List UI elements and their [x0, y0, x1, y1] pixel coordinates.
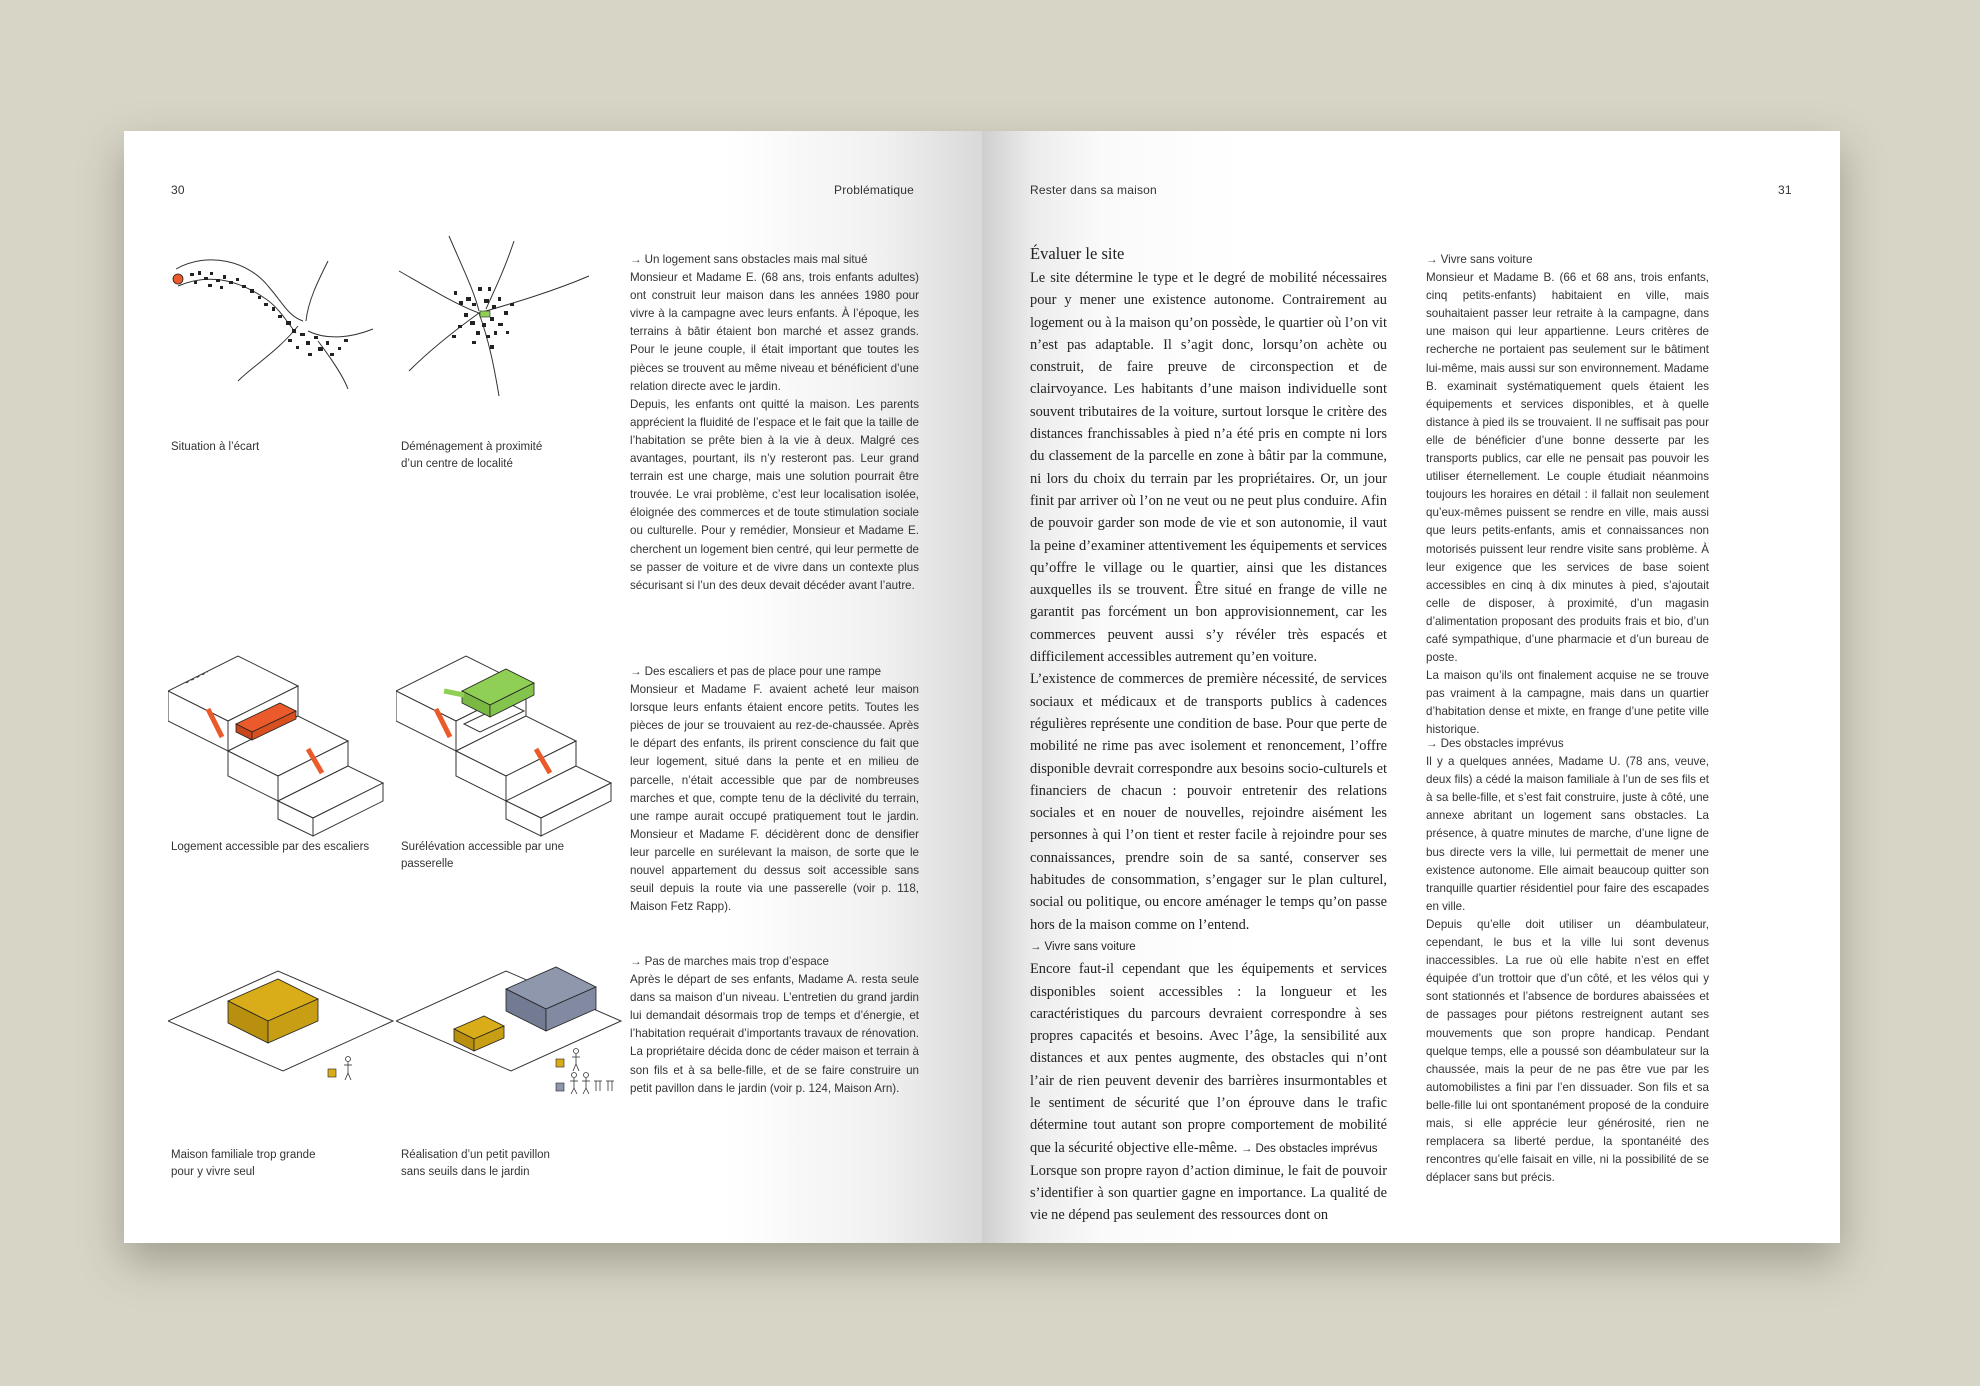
block-escaliers: → Des escaliers et pas de place pour une rampe Monsieur et Madame F. avaient acheté leur maison lorsque leurs enfants étaient encore petits. Toutes les pièces de jour se trouvaient au rez-de-chaussée. Après le départ des enfants, ils prirent conscience du fait que leur logement, situé dans la pente et en milieu de parcelle, n’était accessible que par de nombreuses marches et que, compte tenu de la déclivité du terrain, une rampe aurait occupé pratiquement tout le jardin. Monsieur et Madame F. décidèrent donc de densifier leur parcelle en surélevant la maison, de sorte que le nouvel appartement du dessus soit accessible sans seuil depuis la route via une passerelle (voir p. 118, Maison Fetz Rapp). — [630, 665, 919, 914]
main-text: Le site détermine le type et le degré de mobilité nécessaires pour y mener une existence autonome. Contrairement au logement ou à la maison qu’on possède, le quartier où l’on vit n’est pas adaptable. Il s’agit donc, lorsqu’on achète ou construit, de faire preuve de circonspection et de clairvoyance. Les habitants d’une maison individuelle sont souvent tributaires de la voiture, surtout lorsque le critère des distances franchissables à pied n’a été pris en compte ni lors du classement de la parcelle en zone à bâtir par la commune, ni lors du choix du terrain par les propriétaires. Or, un jour finit par arriver où l’on ne veut ou ne peut plus conduire. Afin de pouvoir garder son mode de vie et son autonomie, il vaut la peine d’examiner attentivement les équipements et services qu’offre le village ou le quartier, ainsi que les distances auxquelles ils se trouvent. Être situé en frange de ville ne garantit pas forcément un bon approvisionnement, car les commerces peuvent aussi s’y révéler très espacés et difficilement accessibles autrement qu’en voiture. L’existence de commerces de première nécessité, de services sociaux et médicaux et de transports publics à cadences régulières représente une condition de base. Pour que perte de mobilité ne rime pas avec isolement et renoncement, l’offre disponible devrait correspondre aux besoins socio-culturels et financiers de chacun : pouvoir entretenir des relations sociales et en nouer de nouvelles, rejoindre aisément les personnes à qui l’on tient et rester facile à rejoindre pour ses connaissances, prendre soin de sa santé, conserver ses habitudes de consommation, s’engager sur le plan culturel, social ou politique, ou encore aménager le temps qu’on passe hors de la maison comme on l’entend. → Vivre sans voiture Encore faut-il cependant que les équipements et services disponibles soient accessibles : la longueur et les caractéristiques du parcours devraient correspondre à ses propres capacités et besoins. Avec l’âge, la sensibilité aux distances et aux pentes augmente, des obstacles qui n’ont l’air de rien peuvent devenir des barrières insurmontables et le sentiment de sécurité que l’on éprouve dans le trafic détermine tout autant son propre comportement de mobilité que la sécurité objective elle-même. → Des obstacles imprévus Lorsque son propre rayon d’action diminue, le fait de pouvoir s’identifier à son quartier gagne en importance. La qualité de vie ne dépend pas seulement des ressources dont on — [1030, 270, 1387, 1224]
block-sans-obstacles: → Un logement sans obstacles mais mal situé Monsieur et Madame E. (68 ans, trois enfants adultes) ont construit leur maison dans les années 1980 pour vivre à la campagne avec leurs enfants. À l’époque, les terrains à bâtir étaient bon marché et assez grands. Pour le jeune couple, il était important que toutes les pièces se trouvent au même niveau et bénéficient d’une relation directe avec le jardin. Depuis, les enfants ont quitté la maison. Les parents apprécient la fluidité de l’espace et le fait que la taille de l’habitation se prête bien à la vie à deux. Malgré ces avantages, pourtant, ils n’y resteront pas. Leur grand terrain est une charge, mais une solution pourrait être trouvée. Le vrai problème, c’est leur localisation isolée, éloignée des commerces et de toute stimulation sociale ou culturelle. Pour y remédier, Monsieur et Madame E. cherchent un logement bien centré, qui leur permette de se passer de voiture et de vivre dans un contexte plus sécurisant si l’un des deux devait décéder avant l’autre. — [630, 253, 919, 592]
left-page — [124, 131, 982, 1243]
running-title-left: Problématique — [834, 183, 914, 197]
caption-demenagement: Déménagement à proximité d’un centre de localité — [401, 441, 543, 470]
caption-maison-grande: Maison familiale trop grande pour y vivre seul — [171, 1149, 316, 1178]
caption-surelevation: Surélévation accessible par une passerelle — [401, 841, 565, 870]
arrow-icon: → — [1426, 737, 1438, 750]
inline-ref-vivre: → Vivre sans voiture — [1030, 940, 1136, 953]
block-trop-espace: → Pas de marches mais trop d’espace Après le départ de ses enfants, Madame A. resta seule dans sa maison d’un niveau. L’entretien du grand jardin lui demandait désormais trop de temps et d’énergie, et l’habitation requérait d’importants travaux de rénovation. La propriétaire décida donc de céder maison et terrain à son fils et à sa belle-fille, et de se faire construire un petit pavillon dans le jardin (voir p. 124, Maison Arn). — [630, 955, 919, 1095]
caption-pavillon: Réalisation d’un petit pavillon sans seuils dans le jardin — [401, 1149, 550, 1178]
arrow-icon: → — [1030, 940, 1042, 953]
running-title-right: Rester dans sa maison — [1030, 183, 1157, 197]
inline-ref-obstacles: → Des obstacles imprévus — [1240, 1142, 1378, 1155]
arrow-icon: → — [630, 955, 642, 968]
figure-situation-map — [168, 241, 378, 391]
page-number-left: 30 — [171, 183, 185, 197]
page-number-right: 31 — [1778, 183, 1792, 197]
block-vivre-sans-voiture: → Vivre sans voiture Monsieur et Madame B. (66 et 68 ans, trois enfants, cinq petits-enfants) habitaient en ville, mais souhaitaient passer leur retraite à la campagne, dans une maison qui leur appartienne. Leurs critères de recherche ne portaient pas seulement sur le bâtiment lui-même, mais aussi sur son environnement. Madame B. examinait systématiquement quels étaient les équipements et services disponibles, et à quelle distance à pied ils se trouvaient. Il ne suffisait pas pour elle de bénéficier d’une bonne desserte par les transports publics, car elle ne pensait pas pouvoir les utiliser éternellement. Le couple étudiait néanmoins toujours les horaires en détail : il fallait non seulement qu’eux-mêmes puissent se rendre en ville, mais aussi que leurs petits-enfants, amis et connaissances non motorisés puissent leur rendre visite sans problème. À leur exigence que les services de base soient accessibles en cinq à dix minutes à pied, s’ajoutait celle de disposer, à proximité, d’un magasin d’alimentation proposant des produits frais et bio, d’un café sympathique, d’une pharmacie et d’un bureau de poste. La maison qu’ils ont finalement acquise ne se trouve pas vraiment à la campagne, mais dans un quartier d’habitation dense et mixte, en frange d’une petite ville historique. — [1426, 253, 1709, 737]
figure-maison-grande-axo — [168, 961, 398, 1111]
arrow-icon: → — [630, 665, 642, 678]
caption-situation: Situation à l’écart — [171, 441, 260, 453]
section-title: Évaluer le site — [1030, 244, 1125, 263]
figure-pavillon-axo — [396, 961, 626, 1121]
arrow-icon: → — [1426, 253, 1438, 266]
caption-escaliers: Logement accessible par des escaliers — [171, 841, 370, 853]
open-book — [124, 131, 1840, 1243]
figure-demenagement-map — [394, 231, 594, 401]
right-page — [982, 131, 1840, 1243]
arrow-icon: → — [1240, 1142, 1253, 1155]
figure-surelevation-axo — [396, 651, 616, 841]
arrow-icon: → — [630, 253, 642, 266]
block-obstacles-imprevus: → Des obstacles imprévus Il y a quelques années, Madame U. (78 ans, veuve, deux fils) a cédé la maison familiale à l’un de ses fils et à sa belle-fille, et s’est fait construire, juste à côté, une annexe abritant un logement sans obstacles. La présence, à quatre minutes de marche, d’une ligne de bus directe vers la ville, lui permettait de mener une existence autonome. Elle aimait beaucoup quitter son tranquille quartier résidentiel pour faire des escapades en ville. Depuis qu’elle doit utiliser un déambulateur, cependant, le bus et la ville lui sont devenus inaccessibles. La rue où elle habite n’est en effet équipée d’un trottoir que d’un côté, et les vélos qui y sont stationnés et l’absence de bordures abaissées et de passages pour piétons restreignent autant ses mouvements que son propre handicap. Pendant quelque temps, elle a poussé son déambulateur sur la chaussée, mais la peur de ne pas être vue par les automobilistes a fini par l’en dissuader. Son fils et sa belle-fille lui ont spontanément proposé de la conduire mais, si elle apprécie leur générosité, rien ne remplacera sa liberté perdue, la spontanéité des rencontres qu’elle faisait en ville, ni la possibilité de se déplacer sans but précis. — [1426, 737, 1709, 1185]
figure-escaliers-axo — [168, 651, 388, 841]
